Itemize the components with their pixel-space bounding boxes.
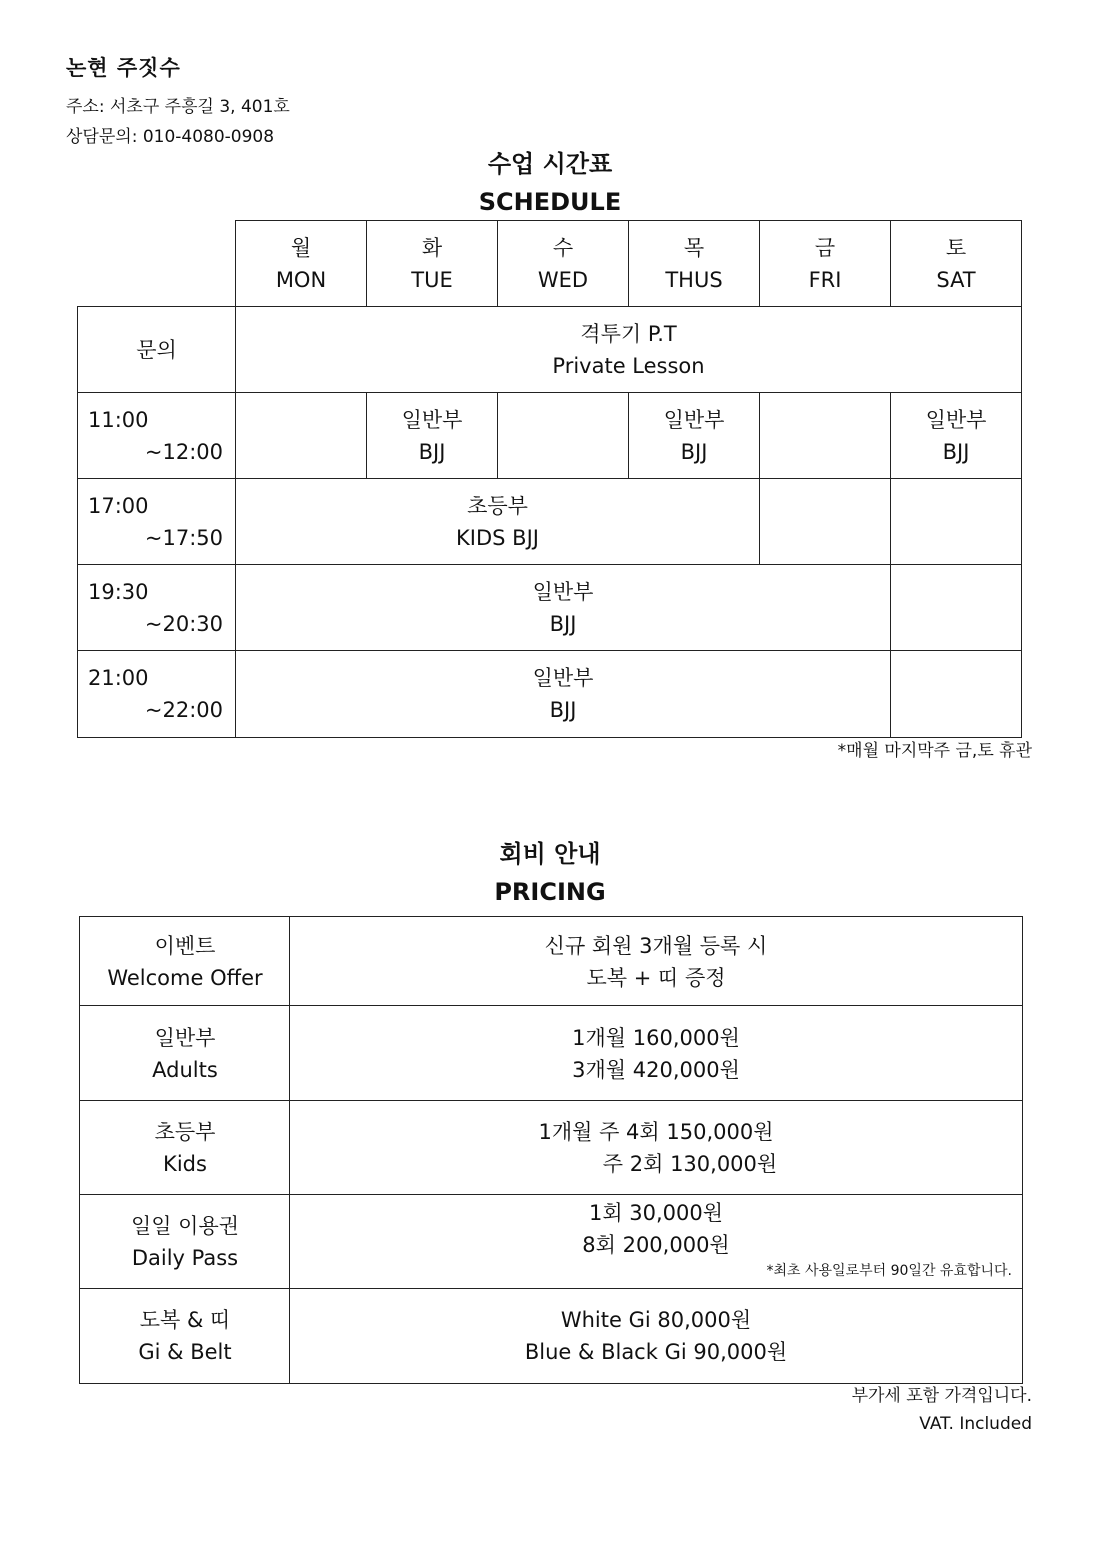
pricing-label-ko: 초등부 <box>154 1120 216 1144</box>
pricing-title <box>0 836 1100 912</box>
daily-pass-note: *최초 사용일로부터 90일간 유효합니다. <box>766 1263 1012 1279</box>
day-header-tue <box>366 220 498 308</box>
pricing-line: 8회 200,000원 <box>582 1233 730 1257</box>
class-en: BJJ <box>942 440 970 464</box>
schedule-title <box>0 146 1100 222</box>
pricing-label-cell <box>79 916 291 1007</box>
pt-label-en: Private Lesson <box>552 354 705 378</box>
schedule-title-en: SCHEDULE <box>478 188 622 216</box>
day-header-sat <box>890 220 1022 308</box>
pricing-label-en: Gi & Belt <box>138 1340 232 1364</box>
time-slot-1930 <box>77 564 236 652</box>
contact-phone: 상담문의: 010-4080-0908 <box>66 127 275 147</box>
pricing-label-ko: 도복 & 띠 <box>139 1308 231 1332</box>
vat-note <box>852 1382 1032 1438</box>
vat-note-ko: 부가세 포함 가격입니다. <box>851 1386 1032 1406</box>
pricing-line: 주 2회 130,000원 <box>602 1152 778 1176</box>
class-slot-general-bjj <box>235 564 891 652</box>
pricing-line: 1개월 160,000원 <box>572 1025 740 1050</box>
inquiry-label: 문의 <box>136 338 177 362</box>
gym-name: 논현 주짓수 <box>66 56 181 80</box>
address: 주소: 서초구 주흥길 3, 401호 <box>66 97 290 117</box>
pricing-line: 1회 30,000원 <box>588 1201 724 1225</box>
class-ko: 일반부 <box>925 408 987 432</box>
class-slot-empty <box>890 564 1022 652</box>
day-ko: 금 <box>814 236 836 260</box>
class-en: BJJ <box>549 612 577 636</box>
class-en: BJJ <box>549 698 577 722</box>
time-end: ~20:30 <box>144 612 223 636</box>
pricing-label-ko: 일반부 <box>154 1025 216 1050</box>
inquiry-label-cell <box>77 306 236 394</box>
pricing-value-cell <box>289 1194 1023 1290</box>
day-en: FRI <box>808 268 842 292</box>
day-ko: 화 <box>421 236 443 260</box>
day-en: SAT <box>936 268 976 292</box>
pricing-title-en: PRICING <box>494 878 606 906</box>
class-slot-general-bjj <box>366 392 498 480</box>
time-start: 11:00 <box>88 408 149 432</box>
time-start: 17:00 <box>88 494 149 518</box>
time-slot-1700 <box>77 478 236 566</box>
time-slot-1100 <box>77 392 236 480</box>
class-slot-general-bjj <box>628 392 760 480</box>
class-slot-kids-bjj <box>235 478 760 566</box>
class-slot-empty <box>497 392 629 480</box>
pricing-value-cell <box>289 1005 1023 1102</box>
day-header-wed <box>497 220 629 308</box>
pricing-line: 3개월 420,000원 <box>572 1057 740 1082</box>
pricing-value-cell <box>289 1288 1023 1384</box>
class-slot-empty <box>759 478 891 566</box>
time-end: ~17:50 <box>144 526 223 550</box>
pricing-line: White Gi 80,000원 <box>560 1308 752 1332</box>
pricing-label-en: Adults <box>152 1057 218 1082</box>
class-en: KIDS BJJ <box>456 526 539 550</box>
class-en: BJJ <box>680 440 708 464</box>
class-slot-empty <box>890 478 1022 566</box>
pricing-title-ko: 회비 안내 <box>499 840 601 868</box>
day-en: THUS <box>665 268 723 292</box>
pricing-label-cell <box>79 1288 291 1384</box>
day-ko: 토 <box>945 236 967 260</box>
time-end: ~22:00 <box>144 698 223 722</box>
time-start: 21:00 <box>88 666 149 690</box>
pricing-value-cell <box>289 1100 1023 1196</box>
pricing-value-cell <box>289 916 1023 1007</box>
pricing-label-en: Kids <box>163 1152 207 1176</box>
class-slot-empty <box>890 650 1022 738</box>
class-slot-empty <box>235 392 367 480</box>
time-start: 19:30 <box>88 580 149 604</box>
class-slot-general-bjj <box>890 392 1022 480</box>
schedule-title-ko: 수업 시간표 <box>487 150 613 178</box>
day-en: WED <box>537 268 589 292</box>
pricing-line: 1개월 주 4회 150,000원 <box>538 1120 774 1144</box>
pricing-label-en: Daily Pass <box>131 1246 239 1270</box>
day-ko: 수 <box>552 236 574 260</box>
pricing-label-ko: 일일 이용권 <box>130 1214 240 1238</box>
day-header-fri <box>759 220 891 308</box>
time-slot-2100 <box>77 650 236 738</box>
time-end: ~12:00 <box>144 440 223 464</box>
class-ko: 일반부 <box>532 580 594 604</box>
class-slot-empty <box>759 392 891 480</box>
pricing-label-cell <box>79 1194 291 1290</box>
pt-label-ko: 격투기 P.T <box>580 322 677 346</box>
class-ko: 일반부 <box>532 666 594 690</box>
vat-note-en: VAT. Included <box>919 1414 1032 1434</box>
class-ko: 일반부 <box>663 408 725 432</box>
class-en: BJJ <box>418 440 446 464</box>
pricing-label-cell <box>79 1005 291 1102</box>
pricing-line: Blue & Black Gi 90,000원 <box>524 1340 788 1364</box>
class-ko: 초등부 <box>467 494 528 518</box>
day-header-mon <box>235 220 367 308</box>
pricing-label-cell <box>79 1100 291 1196</box>
pricing-line: 신규 회원 3개월 등록 시 <box>544 933 768 958</box>
class-ko: 일반부 <box>401 408 463 432</box>
private-lesson-cell <box>235 306 1022 394</box>
day-en: TUE <box>411 268 453 292</box>
day-ko: 월 <box>290 236 312 260</box>
pricing-label-en: Welcome Offer <box>107 965 263 990</box>
pricing-label-ko: 이벤트 <box>154 933 216 958</box>
schedule-footnote: *매월 마지막주 금,토 휴관 <box>837 741 1032 761</box>
class-slot-general-bjj <box>235 650 891 738</box>
day-header-thu <box>628 220 760 308</box>
day-en: MON <box>275 268 327 292</box>
gym-header <box>66 52 290 152</box>
day-ko: 목 <box>683 236 705 260</box>
pricing-line: 도복 + 띠 증정 <box>586 965 726 990</box>
